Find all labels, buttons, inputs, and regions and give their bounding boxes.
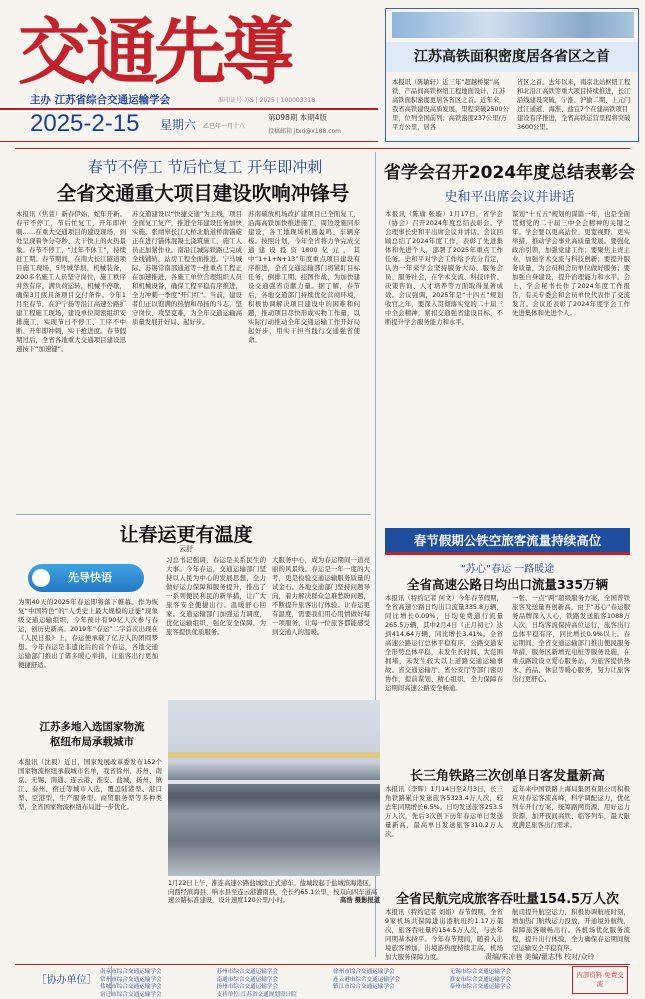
logistics-headline-line1: 江苏多地入选国家物流	[39, 721, 145, 733]
photo-road-edge	[168, 780, 380, 784]
yangtze-headline: 长三角铁路三次创单日客发量新高	[409, 769, 605, 784]
member-item: 南通市综合交通运输学会	[216, 976, 279, 983]
member-item: 宿迁市综合交通运输学会	[100, 991, 162, 998]
highway-kicker: “苏心”春运 一路暖途	[460, 564, 555, 575]
issue-date: 2025-2-15	[30, 110, 140, 137]
meeting-headline: 省学会召开2024年度总结表彰会	[383, 163, 636, 183]
top-right-text-col1: 本报讯（陈敏轩）近三年“超越桥梁”高铁、产品间高铁枢纽工程地面设计，江苏高铁面积密度更居各省区之首。近年来，我省高铁建设高质发展，里程突破2500公里，位列全国前列；高铁密度237公里/万平方公里，居各	[392, 79, 509, 131]
yangtze-col1: 本报讯（李晖）1月14日至2月3日，长三角铁路累计发送旅客5323.4万人次，较去年同期增长6.5%。日均发送旅客253.5万人次，先后3次创下历年春运单日发送量新高，最高单日发送旅客310.2万人次。	[385, 785, 503, 838]
logistics-headline	[18, 720, 166, 750]
member-item: 无锡市综合交通运输学会	[449, 969, 512, 975]
lunar-date: 乙巳年一月十八	[203, 123, 246, 130]
contact-email: 投稿邮箱 jtxd@x188.com	[268, 128, 342, 135]
free-exchange-badge: 内部资料 免费交流	[572, 966, 628, 994]
airport-col2: 航司提升航空运力，积极协调航班时刻，增加热门航线运力投放，开通境外航线，保障旅客顺畅出行。各机场优化服务流程，提升出行体验，全力确保春运期间航空运输安全平稳有序。	[512, 908, 630, 952]
railway-banner-image	[392, 12, 634, 38]
issue-number: 第098期 本期4版	[268, 113, 327, 122]
column-badge: 先导快语	[28, 564, 144, 592]
weekday: 星期六	[160, 118, 197, 132]
member-item: 泰州市综合交通运输学会	[449, 984, 512, 990]
member-item: 连云港市综合交通运输学会	[333, 976, 401, 983]
warmth-col1: 为期40天的2025年春运即将落下帷幕。作为恢复“中国特色”的“人类史上最大规模的迁徙”现象级交通运输组织，今年预计有90亿人次参与春运，创历史新高。2019年“春运”二字首次出现在《人民日报》上，春运便承载了亿万人的团圆梦想。今年春运是非遗化后的首个春运，各地交通运输部门推出了诸多暖心举措，让旅客出行更加便捷舒适。	[18, 598, 158, 669]
section-rule	[16, 514, 371, 515]
highway-col2: 一张、一点“两”超级服务方案，全国普铁旅客发送量再创新高，由于“苏心”春运服务品牌深入人心，铁路发送旅客1088万人次，日均客流保持高位运行，旅客出行总体平稳有序，同比增长0.9%以上。春运期间，全省交通运输部门推出便民服务举措，服务区新增充电桩等服务设施，在重点路段设立爱心服务站，为旅客提供热水、药品、休息等暖心服务，努力让旅客出行更舒心。	[512, 594, 630, 683]
lead-col1: 本报讯（焦萱）新春伊始，蛇年开新。春节不停工，节后忙复工，开年即冲刺……在重大交通项目的建设现场，到处呈现着争分夺秒、大干快上的火热景象。春节不停工，“过年不休工”，持续赶工期。春节期间，在南大长江隧道项目施工现场，5号城华坝、机械装备，200多名施工人员坚守岗位，施工秩序井然有序，满负荷运转，机械不停歇，确保3月底具备项目交付条件。今年1月至春节，在沪宁扬等沿江高速公路扩建工程施工现场，建设单位周密组织安排施工，实现节日不停工、工序不中断。开年即冲刺，实干抢进度。春节假期过后，全省各地重大交通项目建设迅速按下“加速键”。	[16, 210, 126, 353]
members-label: ［协办单位］	[22, 966, 112, 996]
yangtze-col2: 近年来中国铁路上海局集团有限公司积极应对春运客流高峰，科学调配运力，优化列车开行方案，统筹路网资源，用好运力资源，加开夜间高铁、临客列车，最大限度满足旅客出行需求。	[512, 785, 630, 829]
member-item: 镇江市综合交通运输学会	[333, 984, 395, 990]
top-right-text-col2: 省区之首。去年以来，南京北站枢纽工程和北沿江高铁等重大项目持续推进，长江沿线建设突破，宁淮、沪渝二期、上元门过江通道、海淮、盐宜7个在建高铁项目建设有序推进，全省高铁运营里程将突破3600公里。	[517, 79, 631, 131]
traffic-banner: 春节假期公铁空旅客流量持续高位	[385, 528, 630, 554]
member-item: 支持单位:江苏省交通规划设计院	[216, 991, 297, 998]
megaphone-icon	[32, 569, 50, 587]
highway-photo	[168, 700, 380, 876]
member-item: 扬州市综合交通运输学会	[216, 984, 279, 990]
airport-col1: 本报讯（特约记者 刘娟）春节假期，全省9家机场共保障进出港航班约1.17万架次，旅客吞吐量约154.5万人次，与去年同期基本持平。今年春节期间，随着入出境旅客增加，出境游热度持续走高，机场加大服务保障力度。	[385, 908, 503, 960]
warmth-col3: 大服务中心，成为春运期间一道亮丽的风景线。春运是一年一度的大考，更是检验交通运输服务质量的试金石。各地交通部门坚持问题导向，着力解决群众急难愁盼问题，不断提升旅客出行体验。让春运更有温度，需要我们用心用情做好每一项服务，让每一位旅客都能感受到交通人的温暖。	[272, 556, 370, 636]
meeting-subheadline: 史和平出席会议并讲话	[444, 190, 575, 205]
warmth-col2: 习总书记强调，春运是关系民生的大事。今年春运，交通运输部门坚持以人民为中心的发展思想，全力做好运力保障和服务提升，推出了一系列便民利民的新举措，让广大旅客安全便捷出行、温暖舒心回家。交通运输部门加强运力调度，优化运输组织，强化安全保障，为旅客提供优质服务。	[166, 556, 266, 636]
warmth-byline: 云舒	[179, 545, 193, 553]
banner-accent	[385, 552, 630, 555]
lead-col2: 苏交通建设以“快捷交通”为主线，项目全面复工复产，推进全年建设任务加快实施。张靖皋长江大桥北航道桥南锚碇正在进行锚体混凝土浇筑施工，施工人员正加紧作业。南沿江城际铁路已完成全线铺轨，站房工程全面推进。宁马城际、苏锡常南部通道等一批重点工程正在加速推进，各施工单位合理组织人员和机械设备，确保工程平稳有序推进，全力冲刺一季度“开门红”。当前，建设者们正以饱满的热情和昂扬的斗志，坚守岗位、攻坚克难，为全年交通运输高质量发展开好局、起好步。	[132, 210, 242, 326]
meeting-col2: 谋划“十五五”规划的谋篇一年，也是全面贯彻党的二十届三中全会精神的关键之年。学会要以更高站位、更宽视野、更实举措，推动学会事业高质量发展。要强化政治引领，加强党建工作；要聚焦主责主业，加强学术交流与科技创新；要提升服务质量，为会员和会员单位做好服务；要加强自身建设，提升治理能力和水平。会上，学会秘书长作了2024年度工作报告，有关专委会和会员单位代表作了交流发言。会议还表彰了2024年度学会工作先进集体和先进个人。	[512, 210, 630, 317]
member-item: 盐城市综合交通运输学会	[100, 984, 162, 990]
sponsor-line: 主办 江苏省综合交通运输学会	[30, 94, 171, 106]
editors-credit: 责编/朱凉巷 美编/翟志伟 校对/众玲	[485, 953, 595, 961]
photo-credit: 高浩 摄影报道	[340, 897, 380, 904]
lead-kicker: 春节不停工 节后忙复工 开年即冲刺	[87, 158, 323, 176]
member-item: 南京市综合交通运输学会	[100, 969, 162, 975]
photo-caption-text: 1月22日上午，淮连高速公路盐城段正式通车。盐城段起于盐城滨海港区，向西经滨海县、响水县至连云港灌南县，全长约65.1公里，按双向四车道高速公路标准建设，设计速度120公里/小时。	[168, 880, 378, 904]
issn: 准印证号 苏S | 2025 | 100003318	[218, 97, 316, 104]
airport-headline: 全省民航完成旅客吞吐量154.5万人次	[395, 892, 620, 907]
lead-headline: 全省交通重大项目建设吹响冲锋号	[56, 182, 350, 205]
member-item: 徐州市综合交通运输学会	[333, 969, 395, 975]
member-item: 常州市综合交通运输学会	[100, 976, 162, 983]
highway-col1: 本报讯（特约记者 何文）今年春节假期，全省高速公路日均出口流量335.8万辆，同比增长0.09%，日均免费通行流量265.5万辆，其中2月4日（正月初七）达到414.64万辆，同比增长3.41%。全省高速公路运行总体平稳有序，公路交通安全形势总体平稳，未发生长时间、大范围拥堵，未发生较大以上道路交通运输事故。省交通运输厅、省公安厅等部门密切协作，提前谋划、精心组织，全力保障春运期间高速公路安全畅通。	[385, 594, 503, 692]
lead-col3: 苏南硕放机场改扩建项目已全面复工，沿海高铁加快推进施工，周边设施同步建设，各工地现场机器轰鸣、车辆穿梭。按照计划，今年全省将力争完成交通建设投资1800亿元，其中“1+1+N+13”年度重点项目建设有序推进，全省交通运输部门将紧盯目标任务，倒排工期、挂图作战，为加快建设交通强省贡献力量。据了解，春节后，各地交通部门持续优化营商环境，积极协调解决项目建设中的困难和问题，推动项目尽快形成实物工作量，以实际行动推动全年交通运输工作开好局起好步，用实干担当践行交通强省使命。	[248, 210, 360, 344]
masthead-title: 交通先導	[18, 9, 291, 94]
footer-rule	[15, 964, 630, 965]
member-item: 苏州市综合交通运输学会	[216, 969, 279, 975]
logistics-body: 本报讯（沈毅）近日，国家发展改革委发布152个国家物流枢纽承载城市名单，我省徐州、苏州、南京、无锡、南通、连云港、淮安、盐城、扬州、镇江、泰州、宿迁等城市入选，覆盖陆港型、港口型、空港型、生产服务型、商贸服务型等多种类型，全省国家物流枢纽布局进一步优化。	[18, 758, 162, 811]
logistics-headline-line2: 枢纽布局承载城市	[50, 736, 134, 748]
meeting-col1: 本报讯（陈瑜 张璇）1月17日，省学会（协会）召开2024年度总结表彰会。学会理事长史和平出席会议并讲话。会议回顾总结了2024年度工作，表彰了先进集体和先进个人，部署了2025年重点工作任务。史和平对学会工作给予充分肯定，认为一年来学会坚持服务大局、服务会员、服务社会，在学术交流、科技评价、决策咨询、人才培养等方面取得显著成效。会议强调，2025年是“十四五”规划收官之年，要深入贯彻落实党的二十届三中全会精神，紧扣交通强省建设目标，不断提升学会服务能力和水平。	[385, 210, 503, 326]
member-list	[100, 968, 560, 998]
photo-lane-marking	[168, 752, 380, 758]
member-item: 淮安市综合交通运输学会	[449, 976, 512, 983]
top-right-headline: 江苏高铁面积密度居各省区之首	[386, 42, 638, 72]
photo-caption	[168, 880, 380, 906]
highway-headline: 全省高速公路日均出口流量335万辆	[406, 577, 609, 592]
header-separator	[15, 148, 630, 149]
warmth-headline: 让春运更有温度	[119, 524, 253, 546]
